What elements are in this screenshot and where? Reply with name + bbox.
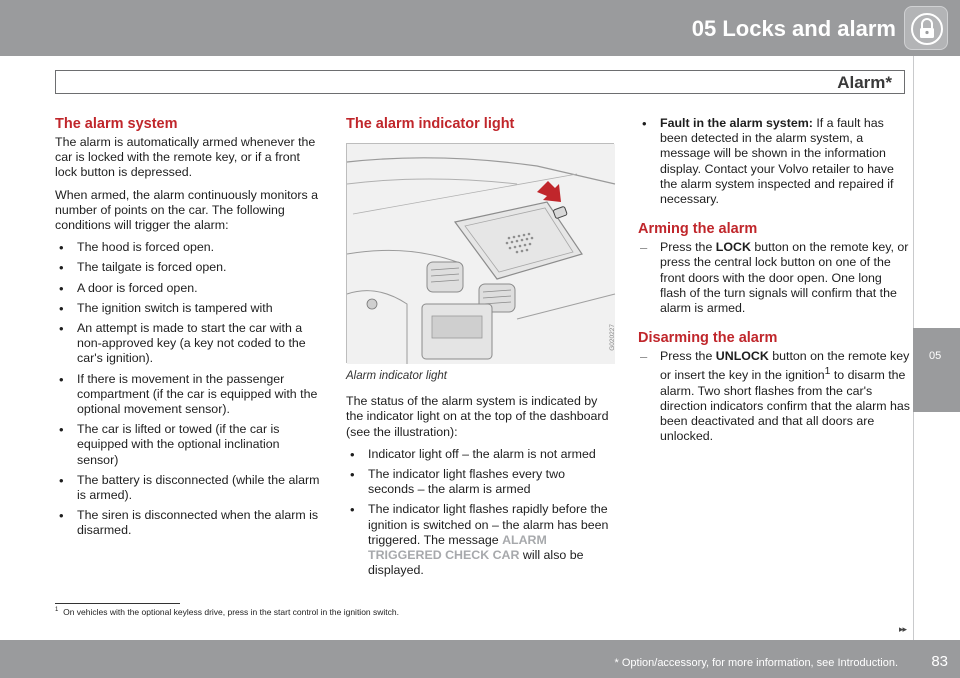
list-item xyxy=(638,116,910,207)
dashboard-illustration xyxy=(346,143,614,363)
paragraph: The status of the alarm system is indicated by the indicator light on at the top of the dashboard (see the illustration): xyxy=(346,394,609,439)
list-item: • A door is forced open. xyxy=(55,281,323,296)
footnote-ref: 1 xyxy=(824,366,831,378)
paragraph: The alarm is automatically armed whenever the car is locked with the remote key, or if a front lock button is depressed. xyxy=(55,135,316,180)
option-note: * Option/accessory, for more information, see Introduction. xyxy=(614,657,898,669)
heading-indicator-light: The alarm indicator light xyxy=(346,116,515,132)
text-fragment: Press the xyxy=(660,240,716,255)
key-label: LOCK xyxy=(715,240,751,255)
trigger-conditions-list xyxy=(55,240,323,538)
page-number: 83 xyxy=(931,653,948,670)
footnote-number: 1 xyxy=(55,607,59,614)
list-item: • The car is lifted or towed (if the car is equipped with the optional inclination sensor) xyxy=(55,422,323,468)
list-item: • The siren is disconnected when the alarm is disarmed. xyxy=(55,508,323,538)
footnote xyxy=(55,607,399,617)
column-indicator-light xyxy=(346,116,614,583)
fault-label: Fault in the alarm system: xyxy=(660,116,813,130)
text-fragment: will also be displayed. xyxy=(368,548,584,578)
section-title: Alarm* xyxy=(837,73,892,92)
list-item: • The indicator light flashes every two seconds – the alarm is armed xyxy=(346,467,614,497)
padlock-icon xyxy=(904,6,948,50)
list-item xyxy=(346,502,614,578)
section-bar xyxy=(55,70,905,94)
text-fragment: to disarm the alarm. Two short flashes from the car's direction indicators confirm that the alarm has been deactivated and that all doors are unlocked. xyxy=(660,368,910,444)
list-item: • The battery is disconnected (while the alarm is armed). xyxy=(55,473,323,503)
chapter-side-tab xyxy=(913,328,960,412)
text-fragment: The indicator light flashes rapidly before the ignition is switched on – the alarm has been triggered. The message xyxy=(368,502,609,547)
heading-alarm-system: The alarm system xyxy=(55,116,178,132)
paragraph: When armed, the alarm continuously monitors a number of points on the car. The following conditions will trigger the alarm: xyxy=(55,187,319,233)
figure-caption: Alarm indicator light xyxy=(346,370,447,382)
list-item: • Indicator light off – the alarm is not armed xyxy=(346,447,614,462)
heading-disarming: Disarming the alarm xyxy=(638,330,778,347)
heading-arming: Arming the alarm xyxy=(638,221,758,238)
chapter-title: 05 Locks and alarm xyxy=(691,16,896,41)
list-item: • An attempt is made to start the car with a non-approved key (a key not coded to the car's ignition). xyxy=(55,321,323,367)
column-arming xyxy=(638,116,910,450)
list-item xyxy=(638,240,910,316)
list-item: • If there is movement in the passenger compartment (if the car is equipped with the optional movement sensor). xyxy=(55,372,323,418)
footer-band xyxy=(0,640,960,678)
footnote-rule xyxy=(55,603,180,604)
continue-arrows-icon: ▸▸ xyxy=(898,624,906,634)
text-fragment: If a fault has been detected in the alarm system, a message will be shown in the information display. Contact your Volvo retailer to have the alarm system inspected and repaired if necessary. xyxy=(660,116,894,207)
footnote-text: On vehicles with the optional keyless drive, press in the start control in the ignition switch. xyxy=(63,607,399,617)
list-item: • The ignition switch is tampered with xyxy=(55,301,323,316)
list-item: • The hood is forced open. xyxy=(55,240,323,255)
text-fragment: button on the remote key, or press the central lock button on one of the front doors with the door open. One long flash of the turn signals will confirm that the alarm is armed. xyxy=(660,240,909,316)
fault-list xyxy=(638,116,910,207)
chapter-side-tab-label: 05 xyxy=(929,350,942,362)
indicator-states-list xyxy=(346,447,614,579)
figure-code: G020227 xyxy=(609,324,616,351)
alarm-message: ALARM TRIGGERED CHECK CAR xyxy=(368,532,547,563)
list-item: • The tailgate is forced open. xyxy=(55,260,323,275)
text-fragment: button on the remote key or insert the key in the ignition xyxy=(660,349,910,383)
text-fragment: Press the xyxy=(660,349,716,364)
arming-steps xyxy=(638,240,910,316)
disarming-steps xyxy=(638,349,910,444)
column-alarm-system xyxy=(55,116,323,544)
key-label: UNLOCK xyxy=(715,349,769,364)
header-band xyxy=(0,0,960,56)
list-item xyxy=(638,349,910,444)
